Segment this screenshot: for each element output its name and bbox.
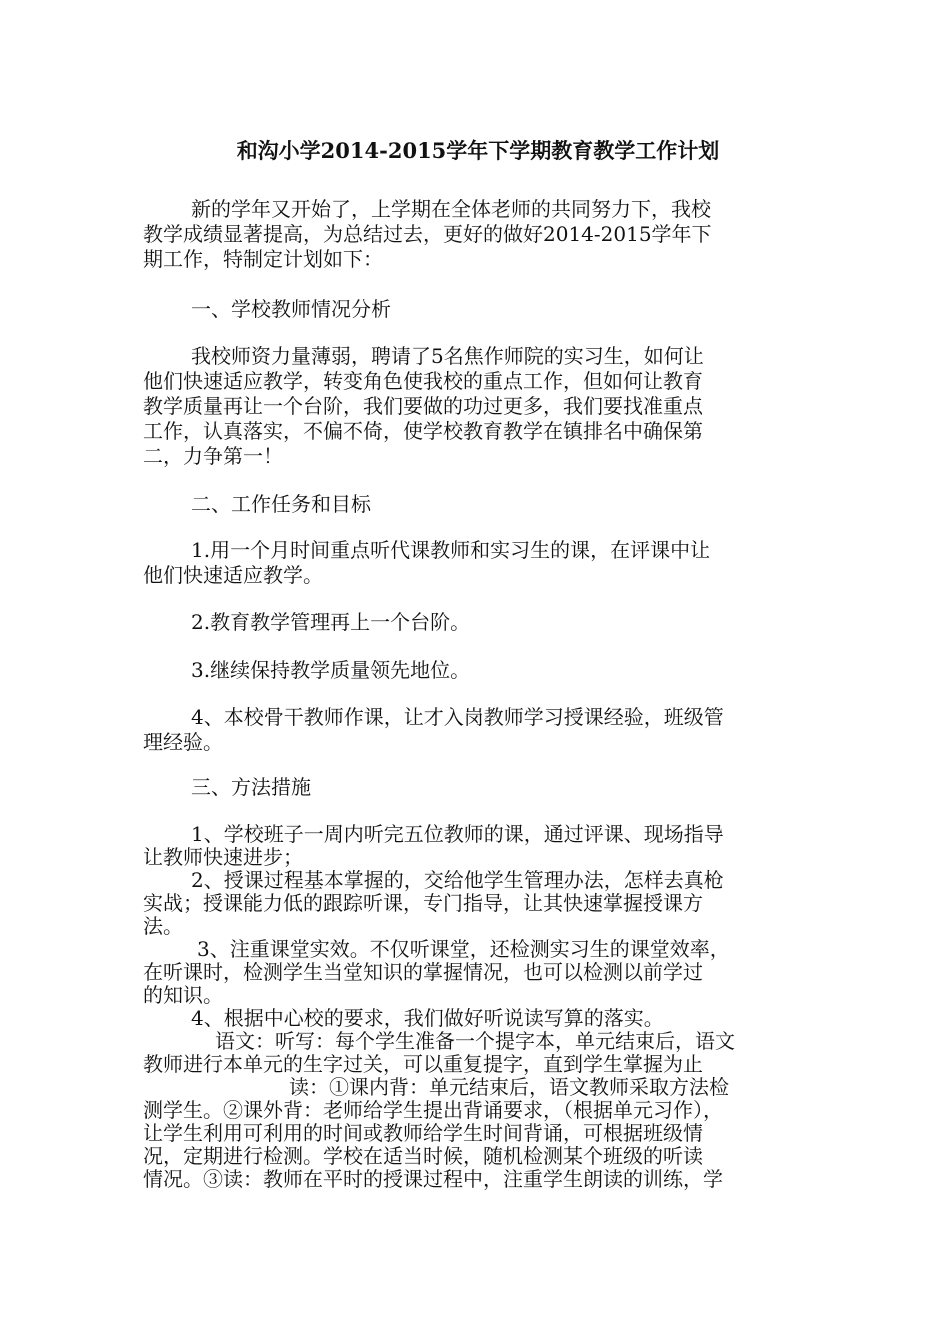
text-line: 情况。③读：教师在平时的授课过程中，注重学生朗读的训练，学: [143, 1168, 723, 1191]
text-line: 二，力争第一！: [143, 444, 283, 468]
text-line: 教学成绩显著提高，为总结过去，更好的做好2014-2015学年下: [143, 222, 712, 246]
text-line: 测学生。②课外背：老师给学生提出背诵要求，（根据单元习作），: [143, 1099, 723, 1122]
text-line: 1、学校班子一周内听完五位教师的课，通过评课、现场指导: [191, 823, 724, 846]
text-line: 教学质量再让一个台阶，我们要做的功过更多，我们要找准重点: [143, 394, 703, 418]
section1-paragraph: [143, 344, 813, 469]
text-line: 语文：听写：每个学生准备一个提字本，单元结束后，语文: [215, 1030, 735, 1053]
text-line: 4、根据中心校的要求，我们做好听说读写算的落实。: [191, 1007, 664, 1030]
text-line: 读：①课内背：单元结束后，语文教师采取方法检: [289, 1076, 729, 1099]
goal-item-3: 3.继续保持教学质量领先地位。: [191, 658, 471, 682]
document-page: [143, 0, 813, 1344]
text-line: 的知识。: [143, 984, 223, 1007]
goal-item-2: 2.教育教学管理再上一个台阶。: [191, 610, 471, 634]
text-line: 教师进行本单元的生字过关，可以重复提字，直到学生掌握为止: [143, 1053, 703, 1076]
text-line: 实战；授课能力低的跟踪听课，专门指导，让其快速掌握授课方: [143, 892, 703, 915]
text-line: 3、注重课堂实效。不仅听课堂，还检测实习生的课堂效率，: [197, 938, 730, 961]
document-title: 和沟小学2014-2015学年下学期教育教学工作计划: [236, 138, 720, 163]
text-line: 法。: [143, 915, 183, 938]
text-line: 新的学年又开始了，上学期在全体老师的共同努力下，我校: [191, 197, 711, 221]
text-line: 工作，认真落实，不偏不倚，使学校教育教学在镇排名中确保第: [143, 419, 703, 443]
text-line: 1.用一个月时间重点听代课教师和实习生的课，在评课中让: [191, 538, 711, 562]
section-heading-2: 二、工作任务和目标: [191, 492, 371, 516]
text-line: 4、本校骨干教师作课，让才入岗教师学习授课经验，班级管: [191, 705, 724, 729]
text-line: 他们快速适应教学，转变角色使我校的重点工作，但如何让教育: [143, 369, 703, 393]
goal-item-1: [143, 538, 813, 588]
text-line: 他们快速适应教学。: [143, 563, 323, 587]
text-line: 2、授课过程基本掌握的，交给他学生管理办法，怎样去真枪: [191, 869, 724, 892]
text-line: 让学生利用可利用的时间或教师给学生时间背诵，可根据班级情: [143, 1122, 703, 1145]
goal-item-4: [143, 705, 813, 755]
text-line: 理经验。: [143, 730, 223, 754]
text-line: 况，定期进行检测。学校在适当时候，随机检测某个班级的听读: [143, 1145, 703, 1168]
text-line: 在听课时，检测学生当堂知识的掌握情况，也可以检测以前学过: [143, 961, 703, 984]
text-line: 让教师快速进步；: [143, 846, 303, 869]
section3-paragraph: [143, 823, 813, 1191]
text-line: 我校师资力量薄弱，聘请了5名焦作师院的实习生，如何让: [191, 344, 704, 368]
intro-paragraph: [143, 197, 813, 272]
section-heading-3: 三、方法措施: [191, 775, 311, 799]
text-line: 期工作，特制定计划如下：: [143, 247, 383, 271]
section-heading-1: 一、学校教师情况分析: [191, 297, 391, 321]
